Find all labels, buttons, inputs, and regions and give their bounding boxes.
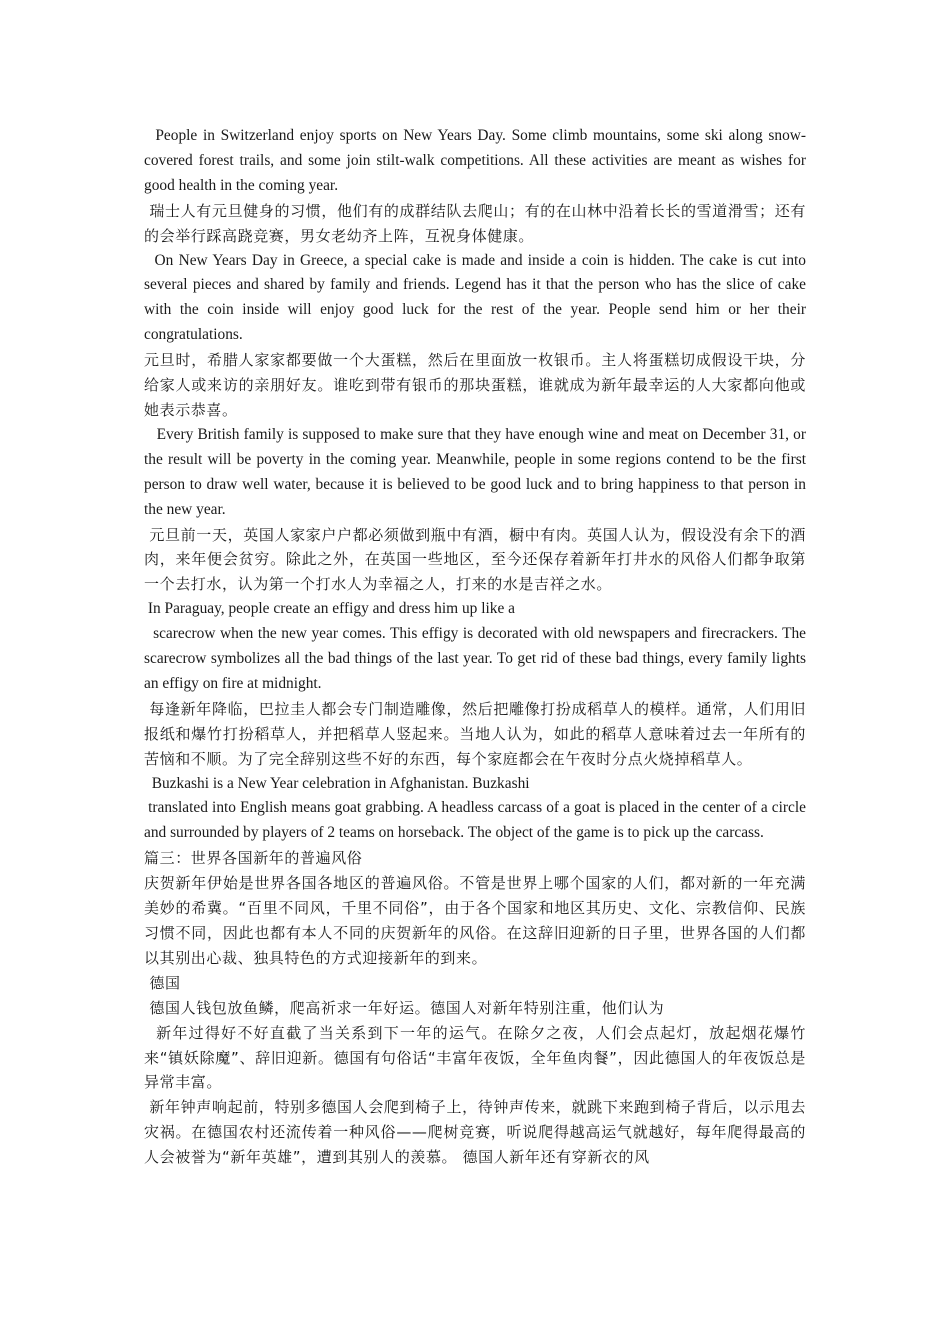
paragraph-paraguay-en: scarecrow when the new year comes. This effigy is decorated with old newspapers and firecrackers. The scarecrow symbolizes all the bad things of the last year. To get rid of these bad things, every family lights an effigy on fire at midnight. [144, 625, 810, 692]
subheading-germany: 德国 [144, 973, 181, 992]
paragraph-germany-zh-2: 新年过得好不好直截了当关系到下一年的运气。在除夕之夜，人们会点起灯，放起烟花爆竹来“镇妖除魔”、辞旧迎新。德国有句俗话“丰富年夜饭，全年鱼肉餐”，因此德国人的年夜饭总是异常丰富。 [144, 1023, 806, 1092]
paragraph-greece-en: On New Years Day in Greece, a special cake is made and inside a coin is hidden. The cake is cut into several pieces and shared by family and friends. Legend has it that the person who has the slice of cake with the coin inside will enjoy good luck for the rest of the year. People send him or her their congratulations. [144, 251, 810, 344]
paragraph-britain-en: Every British family is supposed to make sure that they have enough wine and meat on December 31, or the result will be poverty in the coming year. Meanwhile, people in some regions contend to be the first person to draw well water, because it is believed to be good luck and to bring happiness to that person in the new year. [144, 425, 810, 518]
paragraph-paraguay-zh: 每逢新年降临，巴拉圭人都会专门制造雕像，然后把雕像打扮成稻草人的模样。通常，人们用旧报纸和爆竹打扮稻草人，并把稻草人竖起来。当地人认为，如此的稻草人意味着过去一年所有的苦恼和不顺。为了完全辞别这些不好的东西，每个家庭都会在午夜时分点火烧掉稻草人。 [144, 699, 806, 768]
section-heading: 篇三：世界各国新年的普遍风俗 [144, 849, 363, 868]
document-body [144, 124, 810, 1170]
paragraph-switzerland-en: People in Switzerland enjoy sports on New Years Day. Some climb mountains, some ski along snow-covered forest trails, and some join stilt-walk competitions. All these activities are meant as wishes for good health in the coming year. [144, 127, 810, 194]
paragraph-switzerland-zh: 瑞士人有元旦健身的习惯，他们有的成群结队去爬山；有的在山林中沿着长长的雪道滑雪；还有的会举行踩高跷竞赛，男女老幼齐上阵，互祝身体健康。 [144, 201, 806, 245]
paragraph-intro-zh: 庆贺新年伊始是世界各国各地区的普遍风俗。不管是世界上哪个国家的人们，都对新的一年充满美妙的希冀。“百里不同风，千里不同俗”，由于各个国家和地区其历史、文化、宗教信仰、民族习惯不同，因此也都有本人不同的庆贺新年的风俗。在这辞旧迎新的日子里，世界各国的人们都以其别出心裁、独具特色的方式迎接新年的到来。 [144, 874, 806, 967]
paragraph-afghanistan-en-line1: Buzkashi is a New Year celebration in Afghanistan. Buzkashi [144, 774, 530, 792]
paragraph-paraguay-en-line1: In Paraguay, people create an effigy and dress him up like a [144, 600, 515, 618]
paragraph-germany-zh-3: 新年钟声响起前，特别多德国人会爬到椅子上，待钟声传来，就跳下来跑到椅子背后，以示甩去灾祸。在德国农村还流传着一种风俗——爬树竞赛，听说爬得越高运气就越好，每年爬得最高的人会被誉为“新年英雄”，遭到其别人的羡慕。 德国人新年还有穿新衣的风 [144, 1098, 806, 1167]
paragraph-britain-zh: 元旦前一天，英国人家家户户都必须做到瓶中有酒，橱中有肉。英国人认为，假设没有余下的酒肉，来年便会贫穷。除此之外，在英国一些地区，至今还保存着新年打井水的风俗人们都争取第一个去打水，认为第一个打水人为幸福之人，打来的水是吉祥之水。 [144, 525, 806, 594]
paragraph-afghanistan-en: translated into English means goat grabbing. A headless carcass of a goat is placed in the center of a circle and surrounded by players of 2 teams on horseback. The object of the game is to pick up the carcass. [144, 799, 810, 842]
paragraph-germany-zh-line1: 德国人钱包放鱼鳞，爬高祈求一年好运。德国人对新年特别注重，他们认为 [144, 998, 665, 1017]
paragraph-greece-zh: 元旦时，希腊人家家都要做一个大蛋糕，然后在里面放一枚银币。主人将蛋糕切成假设干块，分给家人或来访的亲朋好友。谁吃到带有银币的那块蛋糕，谁就成为新年最幸运的人大家都向他或她表示恭喜。 [144, 351, 806, 419]
